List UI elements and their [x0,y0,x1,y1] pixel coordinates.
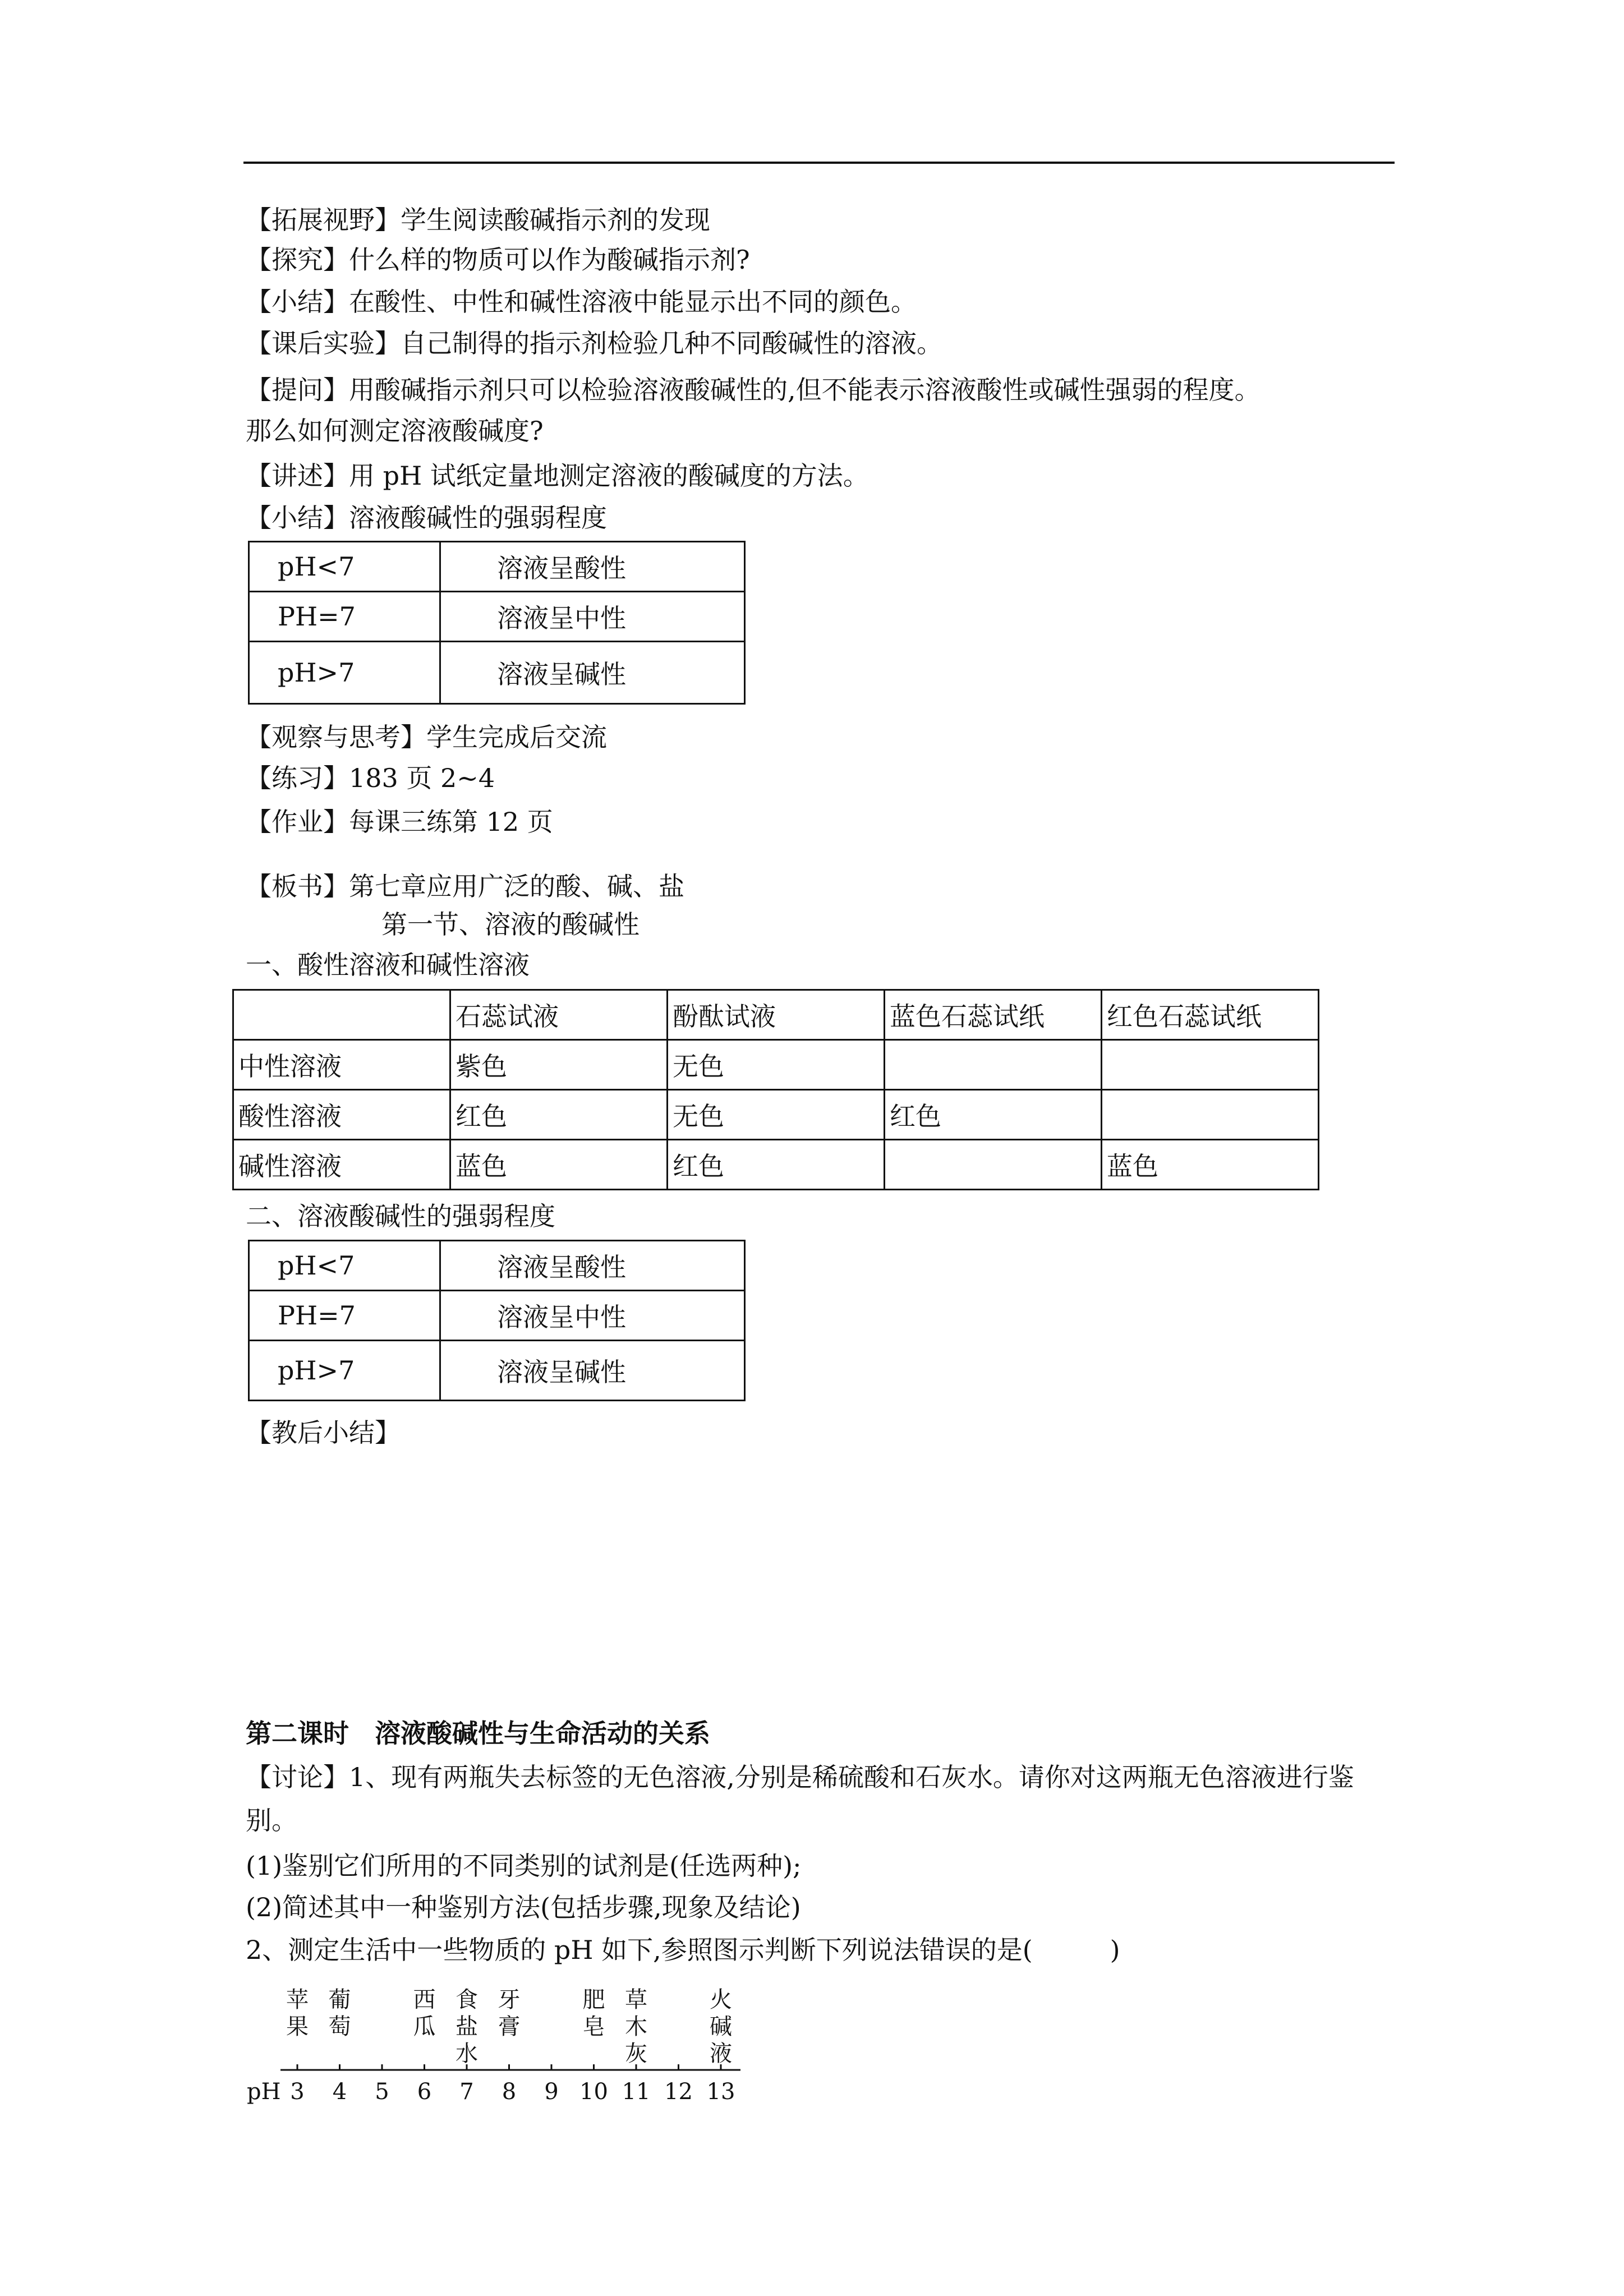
text-line: 那么如何测定溶液酸碱度? [246,416,544,446]
text-line: 【探究】什么样的物质可以作为酸碱指示剂? [246,245,750,275]
table-cell: PH=7 [249,1291,440,1341]
summary-label: 【教后小结】 [246,1418,401,1448]
text-line: 【讲述】用 pH 试纸定量地测定溶液的酸碱度的方法。 [246,461,869,491]
text-line: 【提问】用酸碱指示剂只可以检验溶液酸碱性的,但不能表示溶液酸性或碱性强弱的程度。 [246,375,1260,405]
table-cell: 蓝色 [1102,1140,1319,1190]
ph-item-label: 肥 [582,1987,605,2013]
board-subtitle: 第一节、溶液的酸碱性 [381,909,640,940]
table-cell: 蓝色 [450,1140,668,1190]
ph-item-label: 膏 [498,2014,521,2040]
table-cell: 无色 [668,1040,885,1090]
ph-item-label: 瓜 [413,2014,436,2040]
ph-item-label: 液 [710,2041,732,2067]
ph-tick-label: 4 [332,2079,347,2105]
table-cell: 红色 [450,1090,668,1140]
section-heading: 一、酸性溶液和碱性溶液 [246,950,530,980]
table-cell: pH>7 [249,642,440,704]
table-cell: PH=7 [249,592,440,642]
ph-item-label: 碱 [710,2014,732,2040]
ph-item-label: 草 [625,1987,647,2013]
discussion-text: 【讨论】1、现有两瓶失去标签的无色溶液,分别是稀硫酸和石灰水。请你对这两瓶无色溶液进行鉴别。 [246,1762,1354,1835]
table-cell: 溶液呈碱性 [440,642,745,704]
table-cell: 溶液呈中性 [440,1291,745,1341]
text-line: 【课后实验】自己制得的指示剂检验几种不同酸碱性的溶液。 [246,328,942,358]
text-line: 【小结】溶液酸碱性的强弱程度 [246,503,607,533]
table-cell: 蓝色石蕊试纸 [885,990,1102,1040]
ph-item-label: 水 [456,2041,478,2067]
table-cell: 溶液呈碱性 [440,1341,745,1401]
text-line: 【小结】在酸性、中性和碱性溶液中能显示出不同的颜色。 [246,287,917,317]
ph-item-label: 木 [625,2014,647,2040]
ph-item-label: 苹 [286,1987,309,2013]
table-cell: 无色 [668,1090,885,1140]
question-line: 2、测定生活中一些物质的 pH 如下,参照图示判断下列说法错误的是( ) [246,1935,1120,1965]
ph-tick-label: 13 [706,2079,735,2105]
text-line: 【练习】183 页 2~4 [246,763,495,793]
ph-item-label: 食 [456,1987,478,2013]
ph-tick-label: 12 [664,2079,693,2105]
lesson-title: 第二课时 溶液酸碱性与生命活动的关系 [246,1718,710,1749]
table-cell: 溶液呈酸性 [440,542,745,592]
table-cell: 溶液呈酸性 [440,1241,745,1291]
ph-item-label: 牙 [498,1987,521,2013]
ph-item-label: 萄 [328,2014,351,2040]
ph-tick-label: 5 [375,2079,389,2105]
ph-item-label: 西 [413,1987,436,2013]
ph-tick-label: 6 [417,2079,432,2105]
table-cell: 石蕊试液 [450,990,668,1040]
board-title: 【板书】第七章应用广泛的酸、碱、盐 [246,871,684,901]
question-line: (1)鉴别它们所用的不同类别的试剂是(任选两种); [246,1851,802,1881]
text-line: 【观察与思考】学生完成后交流 [246,722,607,752]
ph-tick-label: 9 [544,2079,559,2105]
ph-tick-label: 11 [622,2079,651,2105]
table-cell: 红色石蕊试纸 [1102,990,1319,1040]
ph-item-label: 盐 [456,2014,478,2040]
ph-axis-label: pH [247,2079,281,2105]
table-cell: 红色 [885,1090,1102,1140]
table-cell: 紫色 [450,1040,668,1090]
ph-item-label: 皂 [582,2014,605,2040]
ph-tick-label: 10 [579,2079,608,2105]
table-cell: pH<7 [249,1241,440,1291]
ph-tick-label: 8 [502,2079,517,2105]
ph-item-label: 果 [286,2014,309,2040]
table-cell: pH>7 [249,1341,440,1401]
table-cell: 碱性溶液 [233,1140,450,1190]
table-cell: 溶液呈中性 [440,592,745,642]
text-line: 【拓展视野】学生阅读酸碱指示剂的发现 [246,205,710,235]
table-cell: 酚酞试液 [668,990,885,1040]
ph-item-label: 灰 [625,2041,647,2067]
section-heading: 二、溶液酸碱性的强弱程度 [246,1201,555,1231]
question-line: (2)简述其中一种鉴别方法(包括步骤,现象及结论) [246,1892,801,1922]
ph-tick-label: 7 [459,2079,474,2105]
ph-item-label: 火 [710,1987,732,2013]
table-cell: pH<7 [249,542,440,592]
table-cell: 中性溶液 [233,1040,450,1090]
ph-item-label: 葡 [328,1987,351,2013]
table-cell: 酸性溶液 [233,1090,450,1140]
text-line: 【作业】每课三练第 12 页 [246,807,553,837]
ph-tick-label: 3 [290,2079,305,2105]
table-cell: 红色 [668,1140,885,1190]
